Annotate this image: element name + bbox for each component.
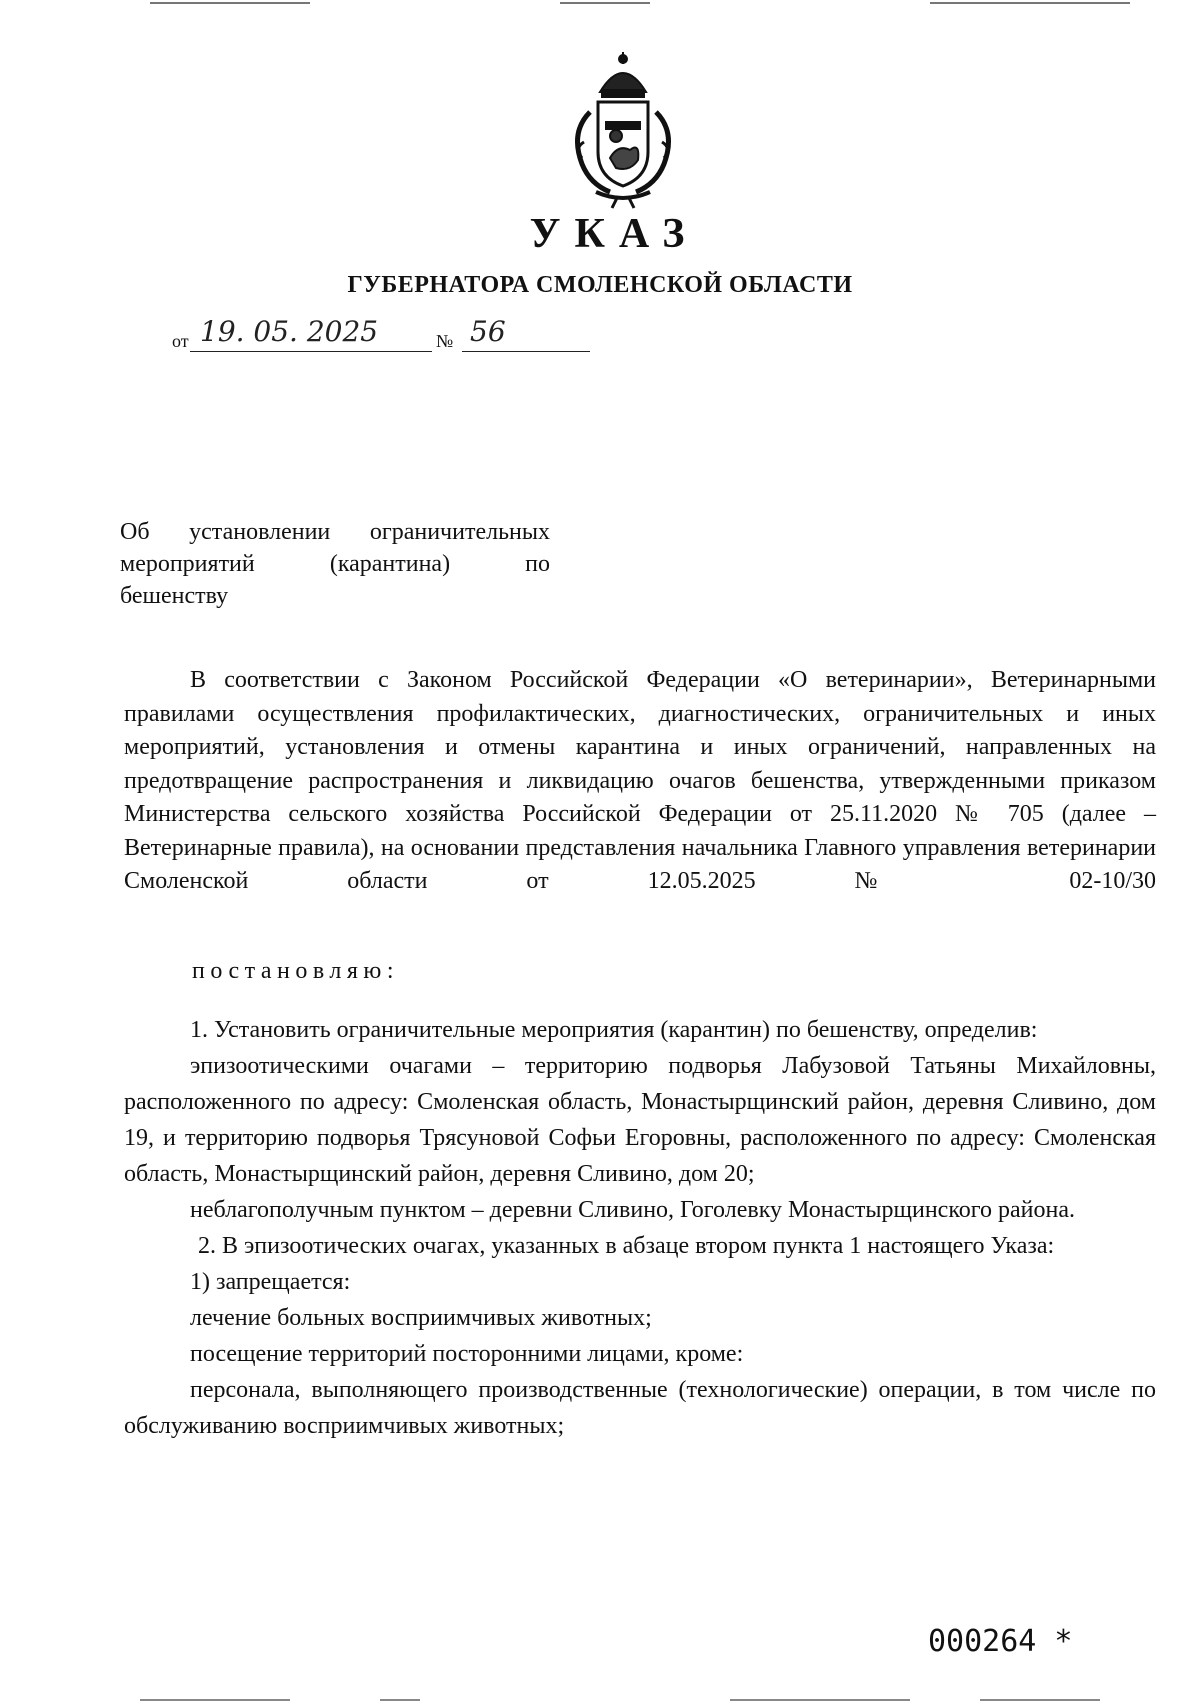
document-title: УКАЗ bbox=[529, 211, 699, 257]
document-heading bbox=[120, 516, 550, 612]
clause-paragraph: неблагополучным пунктом – деревни Сливино, Гоголевку Монастырщинского района. bbox=[190, 1197, 1076, 1223]
heading-line: Об установлении ограничительных bbox=[120, 519, 550, 545]
preamble-paragraph: В соответствии с Законом Российской Федерации «О ветеринарии», Ветеринарными правилами осуществления профилактических, диагностических, ограничительных и иных мероприятий, установления и отмены карантина и иных ограничений, направленных на предотвращение распространения и ликвидацию очагов бешенства, утвержденными приказом Министерства сельского хозяйства Российской Федерации от 25.11.2020 № 705 (далее – Ветеринарные правила), на основании представления начальника Главного управления ветеринарии Смоленской области от 12.05.2025 № 02-10/30 bbox=[124, 667, 1156, 894]
clause-paragraph: 1. Установить ограничительные мероприятия (карантин) по бешенству, определив: bbox=[190, 1017, 1038, 1043]
clauses-block bbox=[124, 1012, 1156, 1444]
date-underline bbox=[190, 351, 432, 352]
clause-paragraph: эпизоотическими очагами – территорию подворья Лабузовой Татьяны Михайловны, расположенного по адресу: Смоленская область, Монастырщинский район, деревня Сливино, дом 19, и территорию подворья Трясуновой Софьи Егоровны, расположенного по адресу: Смоленская область, Монастырщинский район, деревня Сливино, дом 20; bbox=[124, 1053, 1156, 1187]
heading-line: бешенству bbox=[120, 583, 229, 609]
heading-line: мероприятий (карантина) по bbox=[120, 551, 550, 577]
clause-paragraph: 2. В эпизоотических очагах, указанных в абзаце втором пункта 1 настоящего Указа: bbox=[198, 1233, 1055, 1259]
handwritten-date: 19. 05. 2025 bbox=[200, 315, 379, 348]
clause-paragraph: персонала, выполняющего производственные (технологические) операции, в том числе по обслуживанию восприимчивых животных; bbox=[124, 1377, 1156, 1439]
date-number-line bbox=[172, 316, 612, 356]
clause-paragraph: 1) запрещается: bbox=[190, 1269, 351, 1295]
coat-of-arms-icon bbox=[560, 52, 686, 210]
number-underline bbox=[462, 351, 590, 352]
scan-artifact-bottom bbox=[0, 1687, 1200, 1707]
number-prefix: № bbox=[436, 331, 454, 351]
preamble-block bbox=[124, 664, 1156, 899]
clause-paragraph: посещение территорий посторонними лицами, кроме: bbox=[190, 1341, 744, 1367]
clause-paragraph: лечение больных восприимчивых животных; bbox=[190, 1305, 652, 1331]
scan-artifact-top bbox=[0, 0, 1200, 10]
handwritten-number: 56 bbox=[470, 315, 506, 348]
date-prefix: от bbox=[172, 331, 189, 351]
resolve-word: постановляю: bbox=[192, 958, 399, 984]
document-serial-number: 000264 * bbox=[928, 1624, 1073, 1659]
document-issuer: ГУБЕРНАТОРА СМОЛЕНСКОЙ ОБЛАСТИ bbox=[347, 272, 853, 298]
